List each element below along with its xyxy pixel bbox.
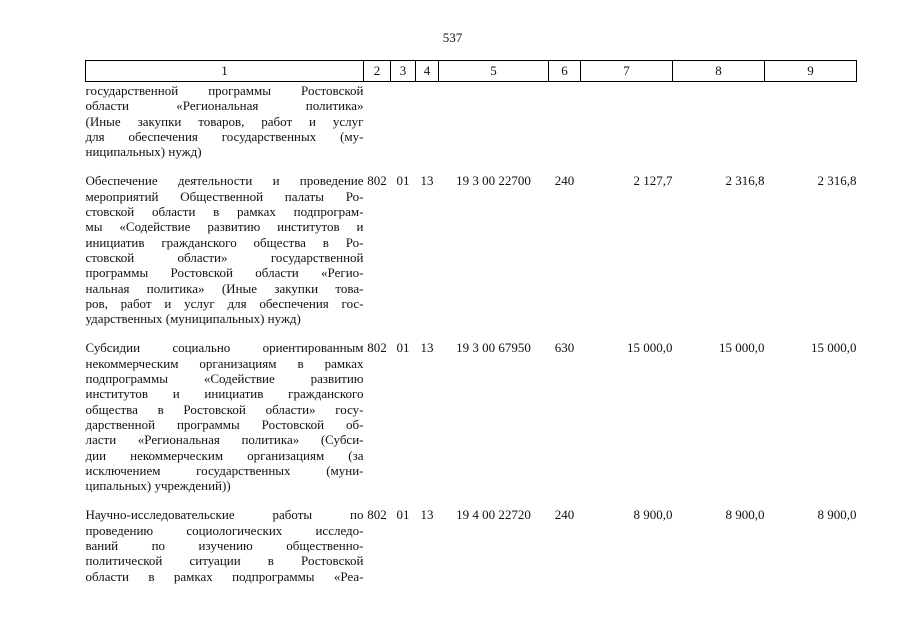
- header-col-5: 5: [439, 61, 549, 82]
- description-line: стовской области» государственной: [85, 249, 364, 265]
- description-line: Субсидии социально ориентированным: [85, 340, 364, 356]
- description-line: ниципальных) нужд): [85, 144, 202, 160]
- cell-amount-3: [765, 82, 857, 174]
- cell-amount-2: 2 316,8: [725, 173, 765, 189]
- cell-amount-1: 2 127,7: [633, 173, 673, 189]
- header-col-9: 9: [765, 61, 857, 82]
- cell-subsection: 13: [420, 507, 434, 523]
- cell-expense-type: 630: [554, 340, 575, 356]
- description-line: проведению социологических исследо-: [85, 522, 364, 538]
- cell-section: 01: [396, 507, 410, 523]
- cell-ministry: [364, 82, 391, 174]
- description-line: ров, работ и услуг для обеспечения гос-: [85, 295, 364, 311]
- table-row: [86, 82, 857, 174]
- description-line: институтов и инициатив гражданского: [85, 386, 364, 402]
- cell-expense-type: 240: [554, 173, 575, 189]
- description-line: области «Региональная политика»: [85, 98, 364, 114]
- cell-amount-2: 8 900,0: [725, 507, 765, 523]
- table-row: [86, 507, 857, 597]
- description-line: дарственной программы Ростовской об-: [85, 416, 364, 432]
- description-line: Обеспечение деятельности и проведение: [85, 173, 364, 189]
- cell-amount-1: 8 900,0: [633, 507, 673, 523]
- cell-target-code: 19 4 00 22720: [456, 507, 531, 523]
- cell-expense-type: [549, 82, 581, 174]
- header-col-8: 8: [673, 61, 765, 82]
- cell-amount-1: 15 000,0: [627, 340, 673, 356]
- header-col-7: 7: [581, 61, 673, 82]
- header-col-6: 6: [549, 61, 581, 82]
- row-description: [86, 340, 364, 507]
- row-description: [86, 173, 364, 340]
- cell-subsection: 13: [420, 173, 434, 189]
- cell-section: 01: [396, 173, 410, 189]
- cell-amount-1: [581, 82, 673, 174]
- description-line: ципальных) учреждений)): [85, 478, 231, 494]
- description-line: программы Ростовской области «Регио-: [85, 265, 364, 281]
- table-row: [86, 173, 857, 340]
- cell-ministry: 802: [367, 173, 387, 189]
- cell-expense-type: 240: [554, 507, 575, 523]
- cell-amount-3: 8 900,0: [817, 507, 857, 523]
- cell-amount-3: 2 316,8: [817, 173, 857, 189]
- description-line: стовской области в рамках подпрограм-: [85, 204, 364, 220]
- table-row: [86, 340, 857, 507]
- cell-target-code: [439, 82, 549, 174]
- cell-amount-2: 15 000,0: [719, 340, 765, 356]
- description-line: области в рамках подпрограммы «Реа-: [85, 568, 364, 584]
- row-description: [86, 82, 364, 174]
- cell-subsection: 13: [420, 340, 434, 356]
- cell-ministry: 802: [367, 340, 387, 356]
- row-description: [86, 507, 364, 597]
- cell-amount-3: 15 000,0: [811, 340, 857, 356]
- cell-ministry: 802: [367, 507, 387, 523]
- page-number: 537: [442, 30, 463, 45]
- cell-section: 01: [396, 340, 410, 356]
- cell-section: [391, 82, 416, 174]
- description-line: общества в Ростовской области» госу-: [85, 401, 364, 417]
- description-line: государственной программы Ростовской: [85, 83, 364, 98]
- cell-target-code: 19 3 00 22700: [456, 173, 531, 189]
- header-col-2: 2: [364, 61, 391, 82]
- description-line: для обеспечения государственных (му-: [85, 128, 364, 144]
- description-line: (Иные закупки товаров, работ и услуг: [85, 113, 364, 129]
- description-line: ударственных (муниципальных) нужд): [85, 311, 301, 327]
- description-line: Научно-исследовательские работы по: [85, 507, 364, 523]
- header-col-1: 1: [86, 61, 364, 82]
- description-line: дии некоммерческим организациям (за: [85, 447, 364, 463]
- description-line: мероприятий Общественной палаты Ро-: [85, 188, 364, 204]
- description-line: нальная политика» (Иные закупки това-: [85, 280, 364, 296]
- cell-subsection: [416, 82, 439, 174]
- description-line: мы «Содействие развитию институтов и: [85, 219, 364, 235]
- description-line: инициатив гражданского общества в Ро-: [85, 234, 364, 250]
- cell-amount-2: [673, 82, 765, 174]
- description-line: ласти «Региональная политика» (Субси-: [85, 432, 364, 448]
- description-line: ваний по изучению общественно-: [85, 538, 364, 554]
- header-col-4: 4: [416, 61, 439, 82]
- description-line: некоммерческим организациям в рамках: [85, 355, 364, 371]
- header-row: [86, 61, 857, 82]
- cell-target-code: 19 3 00 67950: [456, 340, 531, 356]
- description-line: подпрограммы «Содействие развитию: [85, 371, 364, 387]
- description-line: исключением государственных (муни-: [85, 462, 364, 478]
- budget-table: [85, 60, 857, 598]
- header-col-3: 3: [391, 61, 416, 82]
- description-line: политической ситуации в Ростовской: [85, 553, 364, 569]
